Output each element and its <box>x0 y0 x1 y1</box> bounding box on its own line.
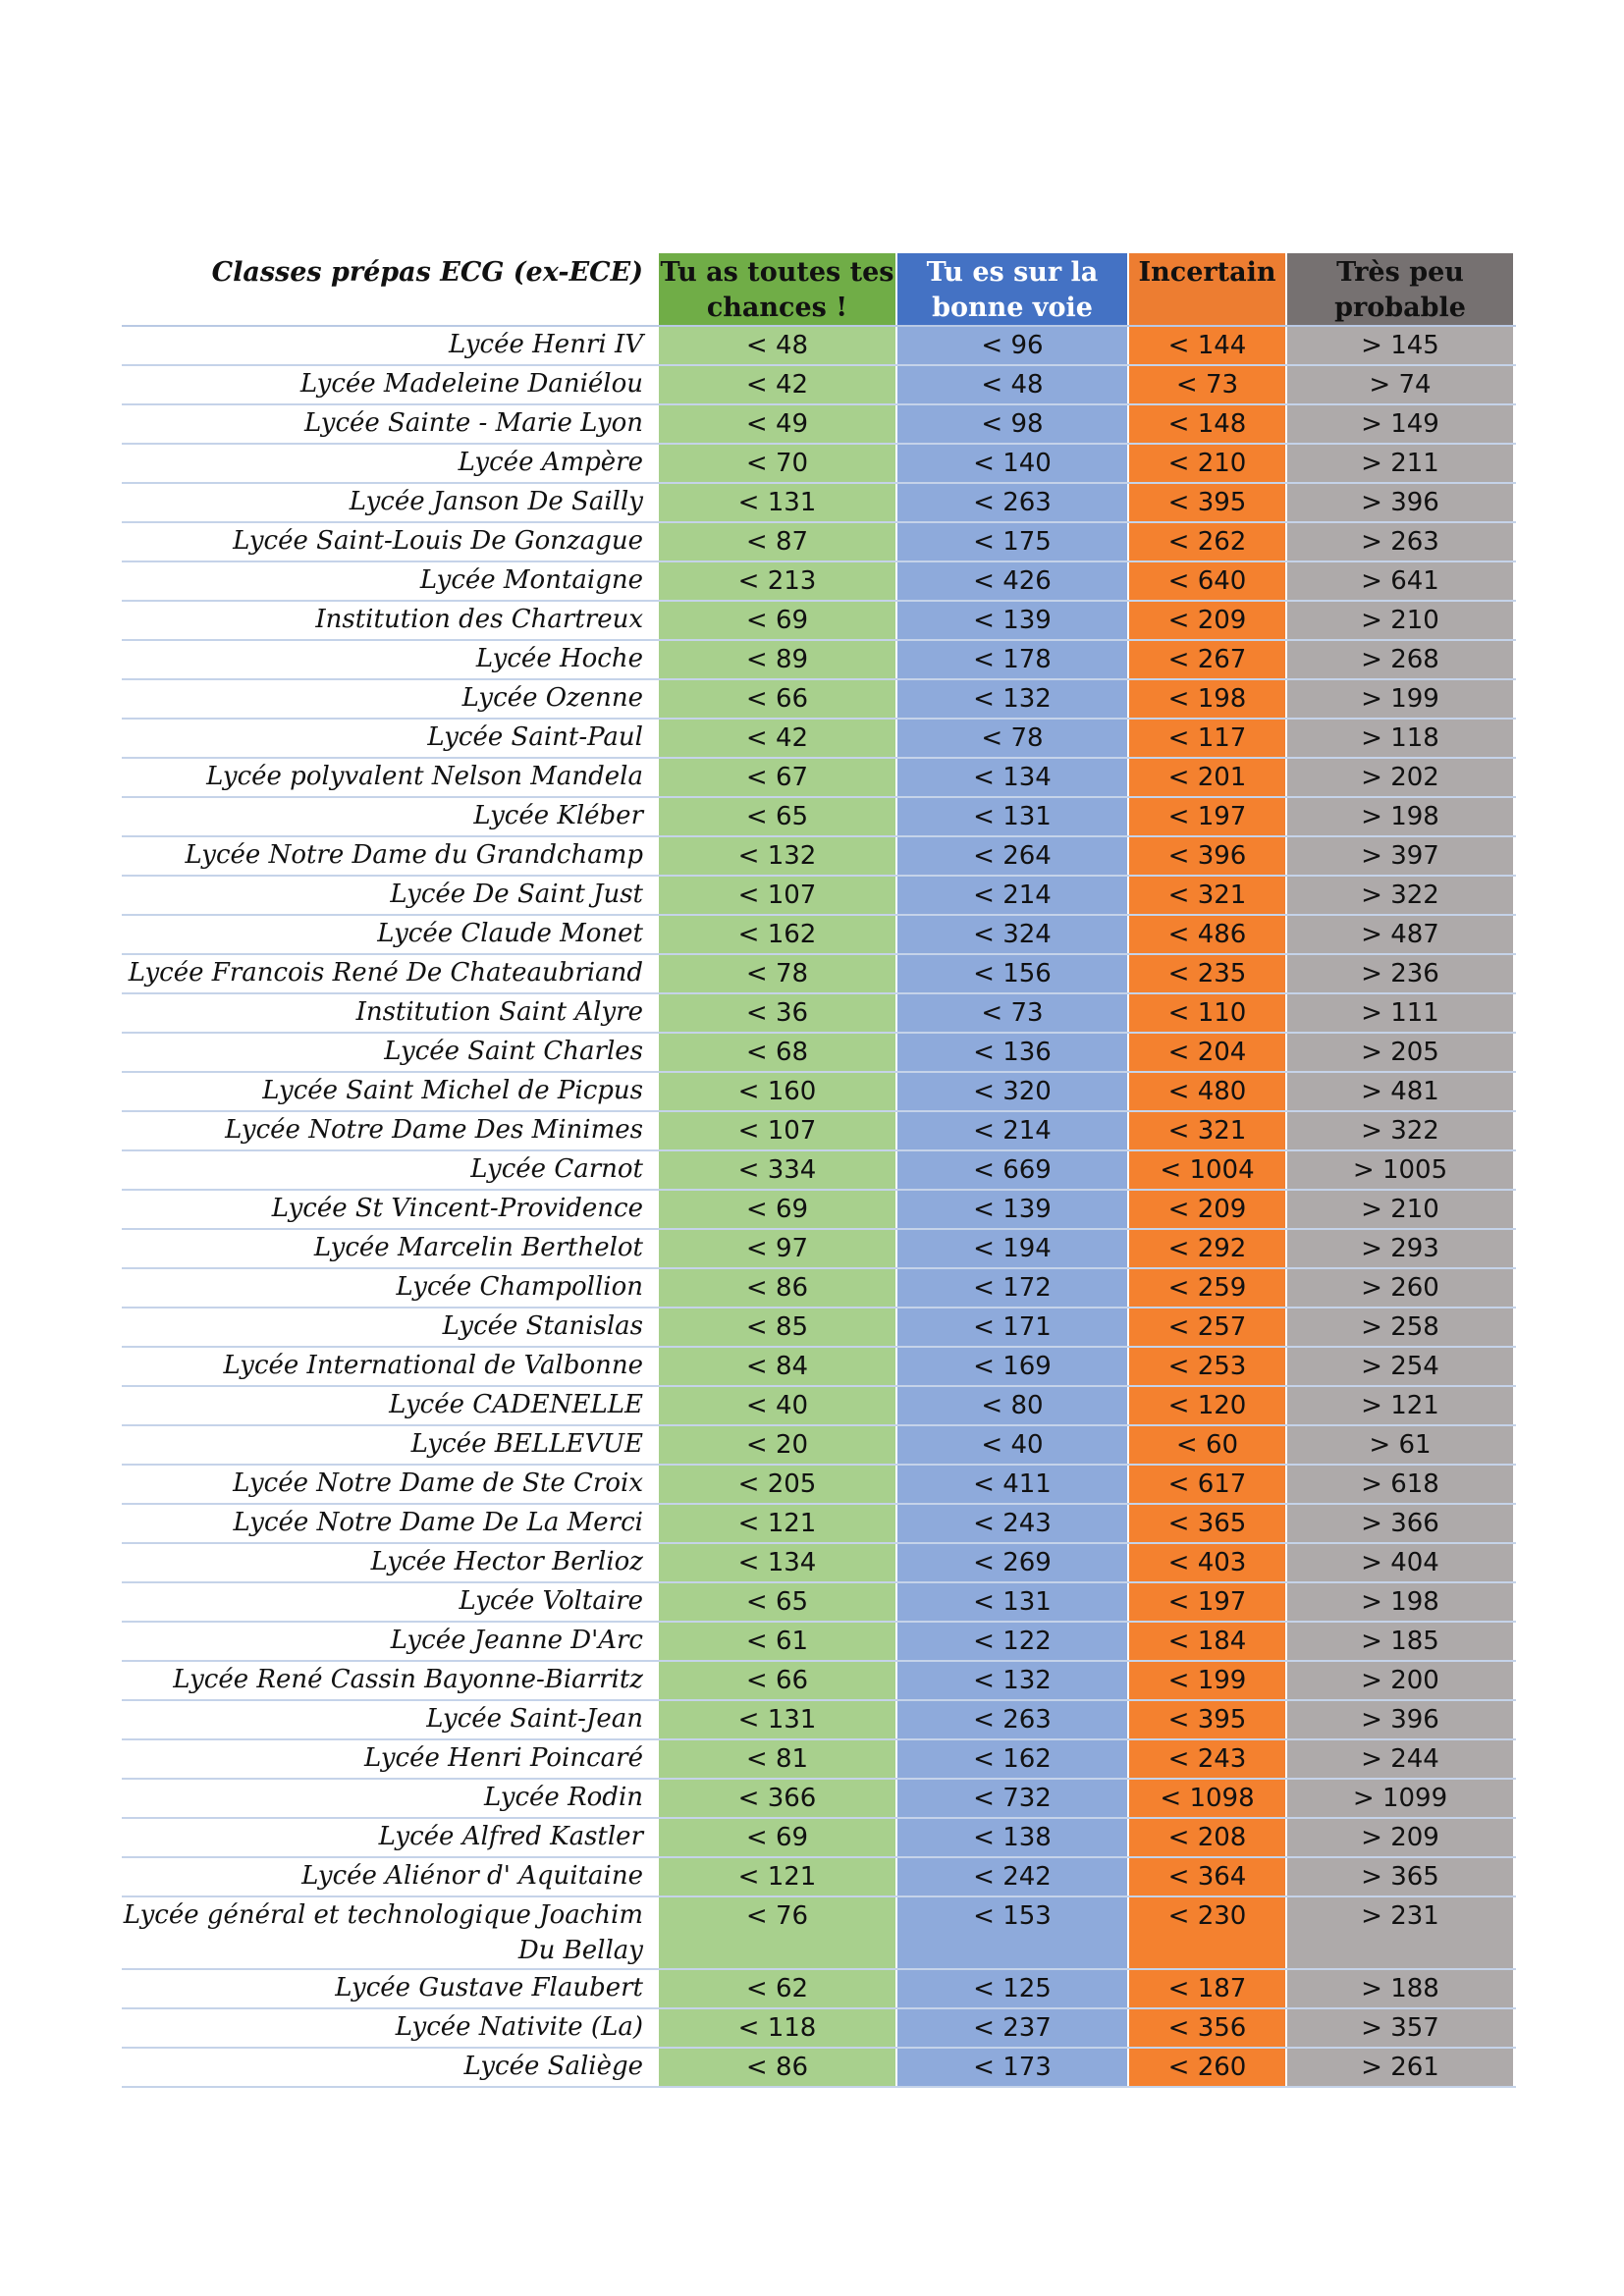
table-row <box>122 1308 1516 1348</box>
score-incertain-cell: < 395 <box>1127 1701 1285 1738</box>
score-chances-cell: < 85 <box>657 1308 895 1346</box>
school-name: Lycée Alfred Kastler <box>378 1822 643 1851</box>
score-incertain-cell: < 198 <box>1127 680 1285 718</box>
score-incertain-cell: < 204 <box>1127 1034 1285 1071</box>
score-peu-probable-cell: > 1099 <box>1285 1780 1513 1817</box>
score-peu-probable-cell: > 111 <box>1285 994 1513 1032</box>
score-incertain-cell: < 257 <box>1127 1308 1285 1346</box>
score-bonne-voie-cell: < 73 <box>895 994 1127 1032</box>
score-peu-probable-cell: > 236 <box>1285 955 1513 992</box>
score-bonne-voie-cell: < 156 <box>895 955 1127 992</box>
score-incertain-cell: < 321 <box>1127 877 1285 914</box>
score-bonne-voie-cell: < 172 <box>895 1269 1127 1307</box>
score-peu-probable-cell: > 199 <box>1285 680 1513 718</box>
score-chances-cell: < 162 <box>657 916 895 953</box>
table-row <box>122 1191 1516 1230</box>
score-chances-cell: < 48 <box>657 327 895 364</box>
score-bonne-voie-cell: < 132 <box>895 1662 1127 1699</box>
score-incertain-cell: < 201 <box>1127 759 1285 796</box>
school-name: Lycée Henri Poincaré <box>364 1743 643 1773</box>
score-incertain-cell: < 356 <box>1127 2009 1285 2047</box>
score-bonne-voie-cell: < 269 <box>895 1544 1127 1581</box>
school-name: Lycée Francois René De Chateaubriand <box>128 958 643 988</box>
score-peu-probable-cell: > 365 <box>1285 1858 1513 1896</box>
school-name: Lycée Saint-Jean <box>426 1704 643 1734</box>
score-bonne-voie-cell: < 96 <box>895 327 1127 364</box>
score-peu-probable-cell: > 396 <box>1285 1701 1513 1738</box>
score-incertain-cell: < 1098 <box>1127 1780 1285 1817</box>
score-bonne-voie-cell: < 48 <box>895 366 1127 403</box>
score-chances-cell: < 62 <box>657 1970 895 2007</box>
score-incertain-cell: < 267 <box>1127 641 1285 678</box>
school-name: Lycée Marcelin Berthelot <box>313 1233 643 1262</box>
table-row <box>122 798 1516 837</box>
school-name: Lycée Jeanne D'Arc <box>390 1626 643 1655</box>
score-bonne-voie-cell: < 242 <box>895 1858 1127 1896</box>
score-incertain-cell: < 365 <box>1127 1505 1285 1542</box>
score-incertain-cell: < 199 <box>1127 1662 1285 1699</box>
score-peu-probable-cell: > 210 <box>1285 602 1513 639</box>
score-chances-cell: < 160 <box>657 1073 895 1110</box>
score-chances-cell: < 86 <box>657 2049 895 2086</box>
score-bonne-voie-cell: < 320 <box>895 1073 1127 1110</box>
score-chances-cell: < 66 <box>657 680 895 718</box>
school-name: Lycée René Cassin Bayonne-Biarritz <box>173 1665 643 1694</box>
score-incertain-cell: < 197 <box>1127 1583 1285 1621</box>
score-incertain-cell: < 230 <box>1127 1897 1285 1968</box>
school-name: Lycée Notre Dame de Ste Croix <box>233 1468 643 1498</box>
score-chances-cell: < 134 <box>657 1544 895 1581</box>
school-name: Institution Saint Alyre <box>355 997 643 1027</box>
school-name: Lycée BELLEVUE <box>410 1429 643 1459</box>
score-chances-cell: < 86 <box>657 1269 895 1307</box>
score-chances-cell: < 78 <box>657 955 895 992</box>
score-bonne-voie-cell: < 214 <box>895 877 1127 914</box>
score-incertain-cell: < 262 <box>1127 523 1285 561</box>
score-peu-probable-cell: > 404 <box>1285 1544 1513 1581</box>
score-incertain-cell: < 210 <box>1127 445 1285 482</box>
score-chances-cell: < 66 <box>657 1662 895 1699</box>
school-name: Lycée Saliège <box>463 2052 643 2081</box>
score-incertain-cell: < 117 <box>1127 720 1285 757</box>
score-chances-cell: < 89 <box>657 641 895 678</box>
score-chances-cell: < 36 <box>657 994 895 1032</box>
score-bonne-voie-cell: < 139 <box>895 1191 1127 1228</box>
score-incertain-cell: < 120 <box>1127 1387 1285 1424</box>
table-row <box>122 2049 1516 2088</box>
table-row <box>122 366 1516 405</box>
table-row <box>122 1858 1516 1897</box>
score-chances-cell: < 366 <box>657 1780 895 1817</box>
score-bonne-voie-cell: < 237 <box>895 2009 1127 2047</box>
score-incertain-cell: < 292 <box>1127 1230 1285 1267</box>
school-name: Lycée Voltaire <box>459 1586 643 1616</box>
table-row <box>122 1348 1516 1387</box>
score-bonne-voie-cell: < 411 <box>895 1466 1127 1503</box>
table-row <box>122 1780 1516 1819</box>
school-name: Lycée CADENELLE <box>389 1390 643 1419</box>
header-tres-peu-probable: Très peu probable <box>1285 253 1513 325</box>
table-row <box>122 1897 1516 1970</box>
score-peu-probable-cell: > 268 <box>1285 641 1513 678</box>
school-name: Lycée Notre Dame du Grandchamp <box>185 840 643 870</box>
school-name: Lycée Henri IV <box>449 330 643 359</box>
score-bonne-voie-cell: < 153 <box>895 1897 1127 1968</box>
score-chances-cell: < 107 <box>657 877 895 914</box>
school-name: Lycée Saint Michel de Picpus <box>262 1076 643 1105</box>
score-chances-cell: < 121 <box>657 1858 895 1896</box>
school-name: Lycée Champollion <box>396 1272 643 1302</box>
table-row <box>122 327 1516 366</box>
score-chances-cell: < 49 <box>657 405 895 443</box>
score-peu-probable-cell: > 185 <box>1285 1623 1513 1660</box>
table-row <box>122 562 1516 602</box>
school-name: Lycée Aliénor d' Aquitaine <box>301 1861 643 1891</box>
header-tu-es-sur-la-bonne-voie: Tu es sur la bonne voie <box>895 253 1127 325</box>
score-bonne-voie-cell: < 140 <box>895 445 1127 482</box>
score-peu-probable-cell: > 322 <box>1285 877 1513 914</box>
score-peu-probable-cell: > 231 <box>1285 1897 1513 1968</box>
score-chances-cell: < 42 <box>657 720 895 757</box>
score-bonne-voie-cell: < 426 <box>895 562 1127 600</box>
table-row <box>122 1466 1516 1505</box>
score-peu-probable-cell: > 74 <box>1285 366 1513 403</box>
score-chances-cell: < 87 <box>657 523 895 561</box>
table-row <box>122 1426 1516 1466</box>
table-title: Classes prépas ECG (ex-ECE) <box>211 257 643 288</box>
school-name: Lycée Ozenne <box>461 683 643 713</box>
table-row <box>122 2009 1516 2049</box>
score-peu-probable-cell: > 149 <box>1285 405 1513 443</box>
score-peu-probable-cell: > 211 <box>1285 445 1513 482</box>
score-bonne-voie-cell: < 134 <box>895 759 1127 796</box>
score-incertain-cell: < 60 <box>1127 1426 1285 1464</box>
table-row <box>122 994 1516 1034</box>
school-name: Lycée International de Valbonne <box>223 1351 643 1380</box>
table-row <box>122 405 1516 445</box>
score-peu-probable-cell: > 254 <box>1285 1348 1513 1385</box>
table-body <box>122 327 1516 2088</box>
score-peu-probable-cell: > 260 <box>1285 1269 1513 1307</box>
school-name: Lycée Hector Berlioz <box>370 1547 643 1576</box>
score-chances-cell: < 65 <box>657 798 895 835</box>
score-incertain-cell: < 209 <box>1127 602 1285 639</box>
table-row <box>122 680 1516 720</box>
score-bonne-voie-cell: < 139 <box>895 602 1127 639</box>
score-chances-cell: < 107 <box>657 1112 895 1149</box>
score-chances-cell: < 67 <box>657 759 895 796</box>
school-name: Lycée Notre Dame Des Minimes <box>225 1115 643 1145</box>
score-bonne-voie-cell: < 263 <box>895 484 1127 521</box>
table-row <box>122 641 1516 680</box>
table-row <box>122 1073 1516 1112</box>
score-incertain-cell: < 395 <box>1127 484 1285 521</box>
school-name: Lycée Claude Monet <box>377 919 643 948</box>
score-chances-cell: < 97 <box>657 1230 895 1267</box>
table-row <box>122 877 1516 916</box>
score-peu-probable-cell: > 397 <box>1285 837 1513 875</box>
score-incertain-cell: < 259 <box>1127 1269 1285 1307</box>
score-chances-cell: < 121 <box>657 1505 895 1542</box>
score-incertain-cell: < 243 <box>1127 1740 1285 1778</box>
score-bonne-voie-cell: < 125 <box>895 1970 1127 2007</box>
school-name: Lycée Madeleine Daniélou <box>299 369 643 399</box>
score-bonne-voie-cell: < 171 <box>895 1308 1127 1346</box>
score-chances-cell: < 118 <box>657 2009 895 2047</box>
score-bonne-voie-cell: < 214 <box>895 1112 1127 1149</box>
score-incertain-cell: < 253 <box>1127 1348 1285 1385</box>
score-chances-cell: < 76 <box>657 1897 895 1968</box>
school-name: Lycée Nativite (La) <box>395 2012 643 2042</box>
school-name: Lycée polyvalent Nelson Mandela <box>206 762 643 791</box>
score-peu-probable-cell: > 487 <box>1285 916 1513 953</box>
score-table <box>122 253 1516 2088</box>
score-bonne-voie-cell: < 80 <box>895 1387 1127 1424</box>
score-peu-probable-cell: > 293 <box>1285 1230 1513 1267</box>
score-peu-probable-cell: > 145 <box>1285 327 1513 364</box>
header-tu-as-toutes-tes-chances: Tu as toutes tes chances ! <box>657 253 895 325</box>
table-row <box>122 1387 1516 1426</box>
score-chances-cell: < 334 <box>657 1151 895 1189</box>
score-bonne-voie-cell: < 122 <box>895 1623 1127 1660</box>
table-row <box>122 1819 1516 1858</box>
score-chances-cell: < 70 <box>657 445 895 482</box>
score-peu-probable-cell: > 322 <box>1285 1112 1513 1149</box>
score-chances-cell: < 69 <box>657 1819 895 1856</box>
school-name: Lycée Carnot <box>470 1154 643 1184</box>
score-peu-probable-cell: > 263 <box>1285 523 1513 561</box>
school-name: Lycée St Vincent-Providence <box>271 1194 643 1223</box>
score-bonne-voie-cell: < 131 <box>895 1583 1127 1621</box>
school-name: Lycée Rodin <box>483 1783 643 1812</box>
score-incertain-cell: < 1004 <box>1127 1151 1285 1189</box>
score-peu-probable-cell: > 61 <box>1285 1426 1513 1464</box>
table-row <box>122 759 1516 798</box>
score-incertain-cell: < 110 <box>1127 994 1285 1032</box>
score-peu-probable-cell: > 366 <box>1285 1505 1513 1542</box>
score-bonne-voie-cell: < 132 <box>895 680 1127 718</box>
score-peu-probable-cell: > 198 <box>1285 798 1513 835</box>
table-row <box>122 1151 1516 1191</box>
score-chances-cell: < 132 <box>657 837 895 875</box>
score-bonne-voie-cell: < 178 <box>895 641 1127 678</box>
school-name: Lycée Janson De Sailly <box>349 487 643 516</box>
score-peu-probable-cell: > 200 <box>1285 1662 1513 1699</box>
school-name: Lycée général et technologique Joachim Du Bellay <box>123 1900 643 1965</box>
score-incertain-cell: < 187 <box>1127 1970 1285 2007</box>
score-peu-probable-cell: > 481 <box>1285 1073 1513 1110</box>
table-row <box>122 955 1516 994</box>
score-peu-probable-cell: > 258 <box>1285 1308 1513 1346</box>
table-row <box>122 1230 1516 1269</box>
header-incertain: Incertain <box>1127 253 1285 325</box>
score-chances-cell: < 40 <box>657 1387 895 1424</box>
table-row <box>122 445 1516 484</box>
school-name: Lycée Notre Dame De La Merci <box>233 1508 643 1537</box>
score-peu-probable-cell: > 396 <box>1285 484 1513 521</box>
score-bonne-voie-cell: < 136 <box>895 1034 1127 1071</box>
score-bonne-voie-cell: < 669 <box>895 1151 1127 1189</box>
score-incertain-cell: < 73 <box>1127 366 1285 403</box>
table-row <box>122 1112 1516 1151</box>
score-bonne-voie-cell: < 78 <box>895 720 1127 757</box>
score-bonne-voie-cell: < 169 <box>895 1348 1127 1385</box>
school-name: Institution des Chartreux <box>315 605 643 634</box>
school-name: Lycée Gustave Flaubert <box>335 1973 643 2002</box>
score-chances-cell: < 131 <box>657 1701 895 1738</box>
score-bonne-voie-cell: < 162 <box>895 1740 1127 1778</box>
table-row <box>122 1583 1516 1623</box>
table-row <box>122 1544 1516 1583</box>
score-peu-probable-cell: > 198 <box>1285 1583 1513 1621</box>
score-chances-cell: < 42 <box>657 366 895 403</box>
score-peu-probable-cell: > 618 <box>1285 1466 1513 1503</box>
score-peu-probable-cell: > 641 <box>1285 562 1513 600</box>
score-chances-cell: < 131 <box>657 484 895 521</box>
score-bonne-voie-cell: < 138 <box>895 1819 1127 1856</box>
score-incertain-cell: < 209 <box>1127 1191 1285 1228</box>
score-chances-cell: < 69 <box>657 602 895 639</box>
score-bonne-voie-cell: < 98 <box>895 405 1127 443</box>
school-name: Lycée Kléber <box>473 801 643 830</box>
score-peu-probable-cell: > 118 <box>1285 720 1513 757</box>
school-name: Lycée Montaigne <box>419 565 643 595</box>
score-bonne-voie-cell: < 194 <box>895 1230 1127 1267</box>
table-row <box>122 1034 1516 1073</box>
score-incertain-cell: < 197 <box>1127 798 1285 835</box>
school-name: Lycée Saint-Louis De Gonzague <box>233 526 643 556</box>
score-peu-probable-cell: > 210 <box>1285 1191 1513 1228</box>
score-incertain-cell: < 184 <box>1127 1623 1285 1660</box>
score-bonne-voie-cell: < 324 <box>895 916 1127 953</box>
table-row <box>122 720 1516 759</box>
table-row <box>122 1269 1516 1308</box>
table-row <box>122 484 1516 523</box>
table-row <box>122 1505 1516 1544</box>
score-incertain-cell: < 208 <box>1127 1819 1285 1856</box>
score-bonne-voie-cell: < 264 <box>895 837 1127 875</box>
score-incertain-cell: < 640 <box>1127 562 1285 600</box>
score-peu-probable-cell: > 261 <box>1285 2049 1513 2086</box>
score-chances-cell: < 84 <box>657 1348 895 1385</box>
table-row <box>122 523 1516 562</box>
score-incertain-cell: < 235 <box>1127 955 1285 992</box>
score-bonne-voie-cell: < 243 <box>895 1505 1127 1542</box>
school-name: Lycée Saint Charles <box>384 1037 643 1066</box>
score-incertain-cell: < 486 <box>1127 916 1285 953</box>
table-header-row <box>122 253 1516 327</box>
table-row <box>122 1740 1516 1780</box>
score-chances-cell: < 69 <box>657 1191 895 1228</box>
table-row <box>122 1970 1516 2009</box>
score-incertain-cell: < 144 <box>1127 327 1285 364</box>
school-name: Lycée De Saint Just <box>390 880 643 909</box>
score-chances-cell: < 213 <box>657 562 895 600</box>
score-chances-cell: < 20 <box>657 1426 895 1464</box>
score-bonne-voie-cell: < 175 <box>895 523 1127 561</box>
score-bonne-voie-cell: < 131 <box>895 798 1127 835</box>
score-peu-probable-cell: > 188 <box>1285 1970 1513 2007</box>
table-row <box>122 1662 1516 1701</box>
score-peu-probable-cell: > 205 <box>1285 1034 1513 1071</box>
table-row <box>122 1701 1516 1740</box>
score-incertain-cell: < 321 <box>1127 1112 1285 1149</box>
school-name: Lycée Stanislas <box>442 1311 643 1341</box>
score-chances-cell: < 81 <box>657 1740 895 1778</box>
score-chances-cell: < 61 <box>657 1623 895 1660</box>
school-name: Lycée Sainte - Marie Lyon <box>303 408 643 438</box>
school-name: Lycée Hoche <box>475 644 643 673</box>
score-incertain-cell: < 260 <box>1127 2049 1285 2086</box>
score-bonne-voie-cell: < 263 <box>895 1701 1127 1738</box>
table-row <box>122 837 1516 877</box>
score-chances-cell: < 68 <box>657 1034 895 1071</box>
score-bonne-voie-cell: < 40 <box>895 1426 1127 1464</box>
score-peu-probable-cell: > 202 <box>1285 759 1513 796</box>
score-peu-probable-cell: > 121 <box>1285 1387 1513 1424</box>
table-row <box>122 602 1516 641</box>
score-peu-probable-cell: > 209 <box>1285 1819 1513 1856</box>
score-incertain-cell: < 480 <box>1127 1073 1285 1110</box>
table-row <box>122 916 1516 955</box>
score-chances-cell: < 65 <box>657 1583 895 1621</box>
score-peu-probable-cell: > 1005 <box>1285 1151 1513 1189</box>
score-bonne-voie-cell: < 173 <box>895 2049 1127 2086</box>
score-incertain-cell: < 617 <box>1127 1466 1285 1503</box>
score-peu-probable-cell: > 357 <box>1285 2009 1513 2047</box>
score-incertain-cell: < 364 <box>1127 1858 1285 1896</box>
score-incertain-cell: < 396 <box>1127 837 1285 875</box>
score-peu-probable-cell: > 244 <box>1285 1740 1513 1778</box>
school-name: Lycée Saint-Paul <box>427 722 643 752</box>
score-chances-cell: < 205 <box>657 1466 895 1503</box>
school-name: Lycée Ampère <box>458 448 643 477</box>
score-bonne-voie-cell: < 732 <box>895 1780 1127 1817</box>
score-incertain-cell: < 148 <box>1127 405 1285 443</box>
table-row <box>122 1623 1516 1662</box>
score-incertain-cell: < 403 <box>1127 1544 1285 1581</box>
